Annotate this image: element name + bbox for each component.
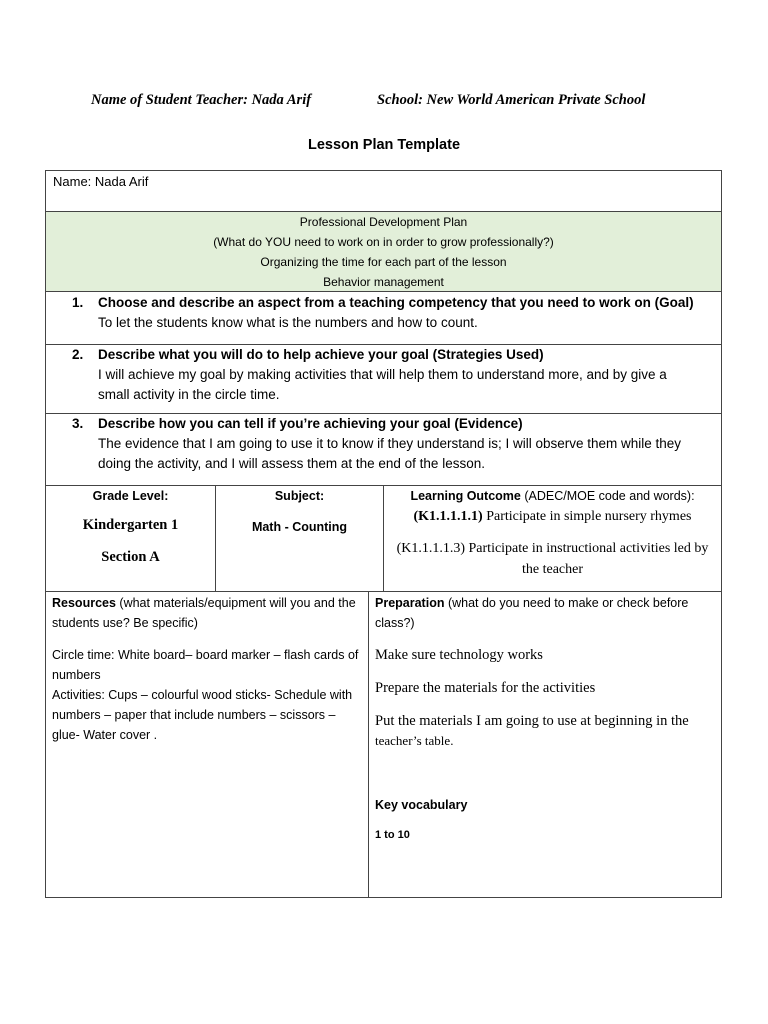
learning-outcome-cell <box>384 486 721 591</box>
question-number: 3. <box>72 416 84 431</box>
preparation-item-2: Prepare the materials for the activities <box>375 680 596 696</box>
goal-section <box>45 291 722 344</box>
goal-answer: To let the students know what is the numbers and how to count. <box>98 315 478 330</box>
question-title: Describe how you can tell if you’re achieving your goal (Evidence) <box>98 416 523 431</box>
learning-outcome-2: (K1.1.1.1.3) Participate in instructional activities led by the teacher <box>396 541 709 577</box>
resources-label <box>52 593 362 633</box>
grade-level-value: Kindergarten 1 <box>82 517 179 533</box>
name-label: Name: Nada Arif <box>53 174 149 189</box>
learning-outcome-label-rest: (ADEC/MOE code and words): <box>520 489 695 503</box>
learning-outcome-1 <box>384 506 721 527</box>
evidence-question <box>72 414 721 434</box>
subject-label: Subject: <box>274 489 325 503</box>
name-row <box>45 170 722 211</box>
outcome-text: Participate in simple nursery rhymes <box>482 509 692 524</box>
subject-cell <box>216 486 384 591</box>
preparation-label-rest: (what do you need to make or check before class?) <box>375 596 689 630</box>
strategies-question <box>72 345 721 365</box>
page-title: Lesson Plan Template <box>307 137 461 153</box>
resources-circle-time: Circle time: White board– board marker – flash cards of numbers <box>52 648 359 682</box>
section-value: Section A <box>101 549 160 565</box>
question-number: 1. <box>72 295 84 310</box>
pdp-title: Professional Development Plan <box>299 215 468 229</box>
question-title: Describe what you will do to help achieve your goal (Strategies Used) <box>98 347 544 362</box>
document-header <box>0 92 768 112</box>
preparation-cell <box>369 592 721 897</box>
evidence-answer: The evidence that I am going to use it to know if they understand is; I will observe them while they doing the activity, and I will assess them at the end of the lesson. <box>98 436 682 471</box>
pdp-line-2: Behavior management <box>323 275 444 289</box>
preparation-item-3-main: Put the materials I am going to use at beginning in the <box>375 713 689 729</box>
learning-outcome-label <box>384 487 721 505</box>
pdp-question: (What do YOU need to work on in order to grow professionally?) <box>213 235 554 249</box>
grade-level-cell <box>46 486 216 591</box>
resources-label-rest: (what materials/equipment will you and the students use? Be specific) <box>52 596 356 630</box>
preparation-item-3-end: teacher’s table. <box>375 733 454 748</box>
preparation-label-bold: Preparation <box>375 596 445 610</box>
question-title: Choose and describe an aspect from a teaching competency that you need to work on (Goal) <box>98 295 694 310</box>
key-vocabulary-label: Key vocabulary <box>375 798 468 812</box>
outcome-code: (K1.1.1.1.1) <box>413 509 483 524</box>
grade-level-label: Grade Level: <box>92 489 169 503</box>
pdp-line-1: Organizing the time for each part of the lesson <box>260 255 507 269</box>
resources-list <box>52 645 362 745</box>
resources-label-bold: Resources <box>52 596 116 610</box>
strategies-section <box>45 344 722 413</box>
question-number: 2. <box>72 347 84 362</box>
lesson-info-row <box>45 485 722 591</box>
resources-preparation-row <box>45 591 722 898</box>
resources-cell <box>46 592 369 897</box>
professional-development-plan <box>45 211 722 291</box>
preparation-label <box>375 593 715 633</box>
goal-question <box>72 293 721 313</box>
preparation-item-3 <box>375 711 715 751</box>
subject-value: Math - Counting <box>251 520 348 534</box>
evidence-section <box>45 413 722 485</box>
strategies-answer: I will achieve my goal by making activities that will help them to understand more, and by give a small activity in the circle time. <box>98 367 667 402</box>
preparation-item-1: Make sure technology works <box>375 647 543 663</box>
resources-activities: Activities: Cups – colourful wood sticks- Schedule with numbers – paper that include numbers – scissors – glue- Water cover . <box>52 688 353 742</box>
key-vocabulary-value: 1 to 10 <box>375 829 410 841</box>
learning-outcome-label-bold: Learning Outcome <box>410 489 521 503</box>
student-teacher-name: Name of Student Teacher: Nada Arif <box>91 92 312 108</box>
school-name: School: New World American Private School <box>377 92 646 108</box>
